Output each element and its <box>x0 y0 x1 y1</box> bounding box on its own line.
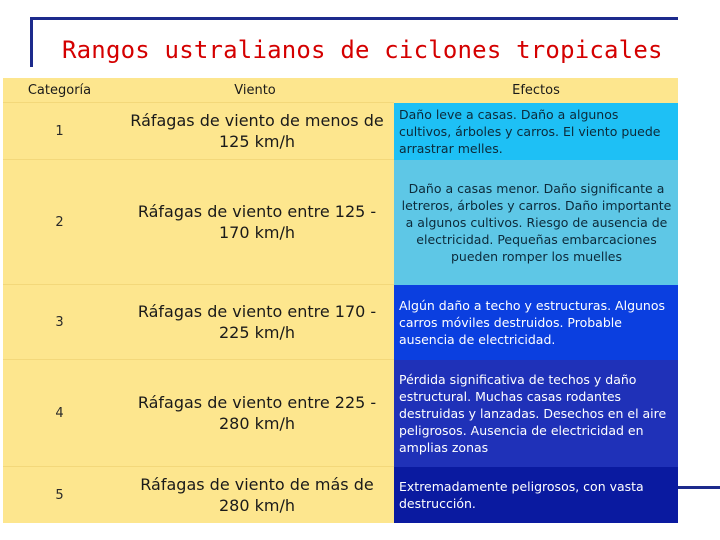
table-row <box>3 467 678 524</box>
table-header-row <box>3 78 678 103</box>
slide-frame-left-rule <box>30 17 33 67</box>
effects-cell: Algún daño a techo y estructuras. Algunos carros móviles destruidos. Probable ausencia de electricidad. <box>394 285 678 360</box>
table-row <box>3 360 678 467</box>
slide-title: Rangos ustralianos de ciclones tropicales <box>62 36 663 64</box>
wind-cell: Ráfagas de viento de más de 280 km/h <box>116 467 394 524</box>
slide-frame-top-rule <box>30 17 678 20</box>
header-wind: Viento <box>116 78 394 103</box>
slide-frame-bottom-accent <box>678 486 720 489</box>
wind-cell: Ráfagas de viento entre 225 - 280 km/h <box>116 360 394 467</box>
category-cell: 1 <box>3 103 116 160</box>
effects-cell: Extremadamente peligrosos, con vasta destrucción. <box>394 467 678 524</box>
wind-cell: Ráfagas de viento entre 170 - 225 km/h <box>116 285 394 360</box>
category-cell: 2 <box>3 160 116 285</box>
table-row <box>3 160 678 285</box>
effects-cell: Daño a casas menor. Daño significante a letreros, árboles y carros. Daño importante a algunos cultivos. Riesgo de ausencia de electricidad. Pequeñas embarcaciones pueden romper los muelles <box>394 160 678 285</box>
wind-cell: Ráfagas de viento entre 125 - 170 km/h <box>116 160 394 285</box>
category-cell: 5 <box>3 467 116 524</box>
cyclone-categories-table <box>3 78 678 523</box>
category-cell: 3 <box>3 285 116 360</box>
table-row <box>3 103 678 160</box>
header-effects: Efectos <box>394 78 678 103</box>
effects-cell: Pérdida significativa de techos y daño estructural. Muchas casas rodantes destruidas y lanzadas. Desechos en el aire peligrosos. Ausencia de electricidad en amplias zonas <box>394 360 678 467</box>
category-cell: 4 <box>3 360 116 467</box>
wind-cell: Ráfagas de viento de menos de 125 km/h <box>116 103 394 160</box>
effects-cell: Daño leve a casas. Daño a algunos cultivos, árboles y carros. El viento puede arrastrar melles. <box>394 103 678 160</box>
header-category: Categoría <box>3 78 116 103</box>
table-row <box>3 285 678 360</box>
